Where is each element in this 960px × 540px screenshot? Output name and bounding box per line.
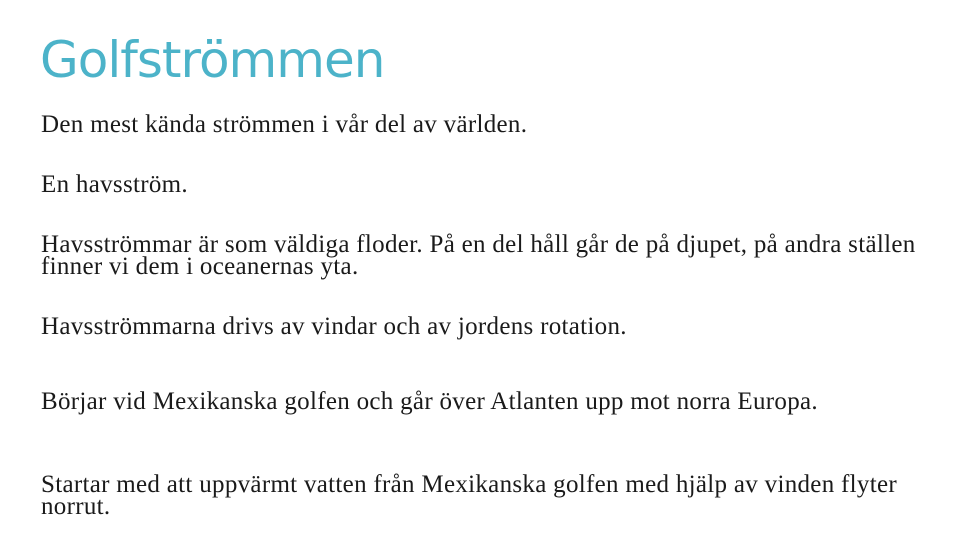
paragraph: Havsströmmarna drivs av vindar och av jordens rotation. — [41, 313, 627, 340]
paragraph: Havsströmmar är som väldiga floder. På en del håll går de på djupet, på andra ställen finner vi dem i oceanernas yta. — [41, 231, 916, 280]
paragraph: En havsström. — [41, 171, 188, 198]
paragraph: Börjar vid Mexikanska golfen och går över Atlanten upp mot norra Europa. — [41, 388, 818, 415]
paragraph: Startar med att uppvärmt vatten från Mexikanska golfen med hjälp av vinden flyter norrut. — [41, 471, 897, 520]
paragraph: Den mest kända strömmen i vår del av världen. — [41, 111, 528, 138]
slide-title: Golfströmmen — [40, 31, 385, 89]
